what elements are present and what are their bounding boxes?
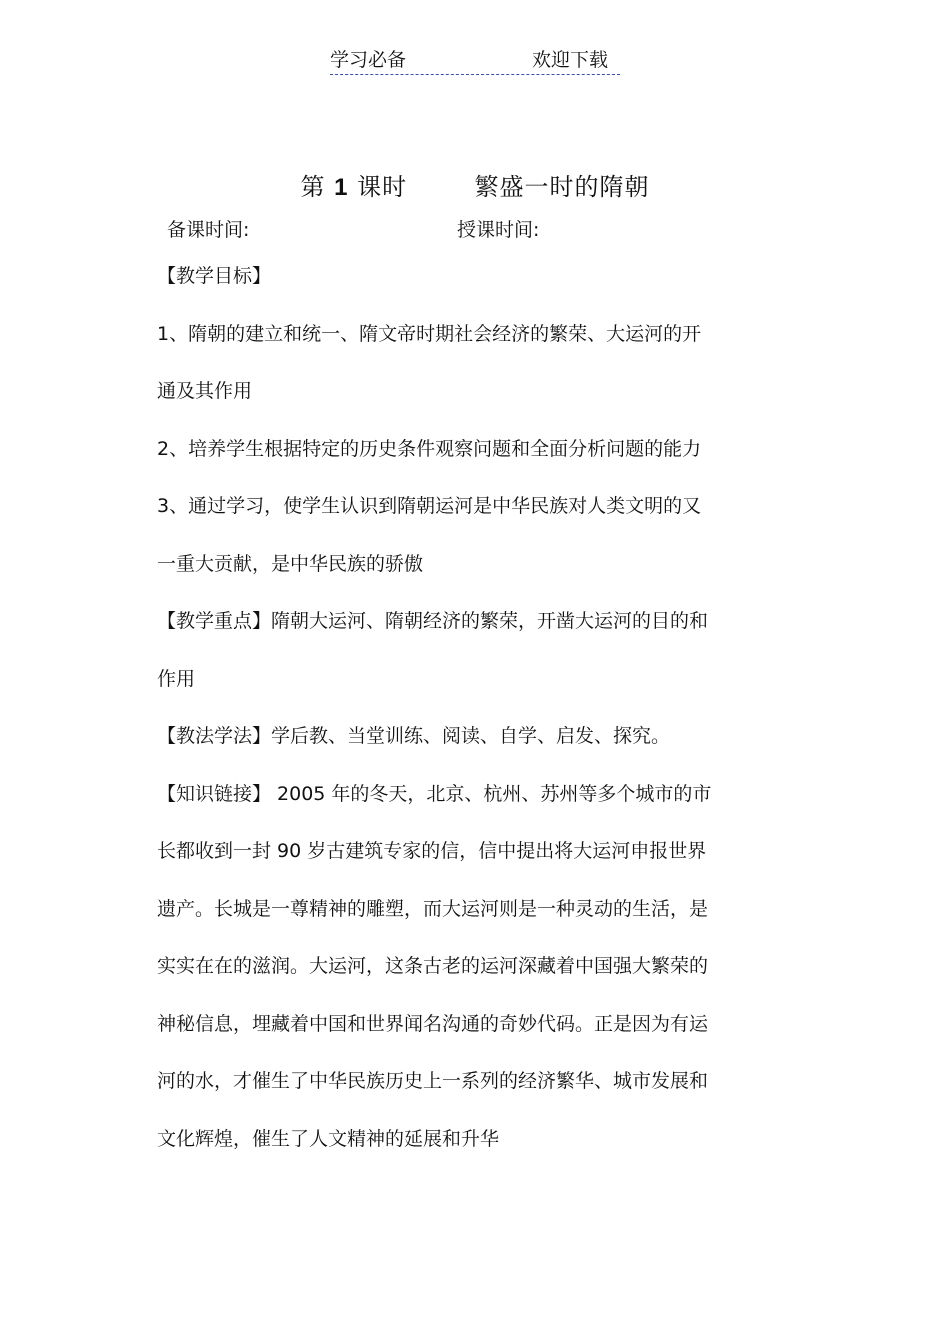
link-line-6: 河的水，才催生了中华民族历史上一系列的经济繁华、城市发展和 xyxy=(157,1070,709,1092)
lesson-title xyxy=(0,170,950,205)
focus-line-1: 【教学重点】隋朝大运河、隋朝经济的繁荣，开凿大运河的目的和 xyxy=(157,610,709,632)
teach-time-label: 授课时间: xyxy=(457,219,540,241)
goal-2: 2、培养学生根据特定的历史条件观察问题和全面分析问题的能力 xyxy=(157,438,702,460)
link-line-5: 神秘信息，埋藏着中国和世界闻名沟通的奇妙代码。正是因为有运 xyxy=(157,1013,709,1035)
goal-1-line-1: 1、隋朝的建立和统一、隋文帝时期社会经济的繁荣、大运河的开 xyxy=(157,323,702,345)
method-line: 【教法学法】学后教、当堂训练、阅读、自学、启发、探究。 xyxy=(157,725,671,747)
title-main: 繁盛一时的隋朝 xyxy=(474,173,650,201)
link-line-7: 文化辉煌，催生了人文精神的延展和升华 xyxy=(157,1128,500,1150)
link-line-1: 【知识链接】 2005 年的冬天，北京、杭州、苏州等多个城市的市 xyxy=(157,783,712,805)
link-line-3: 遗产。长城是一尊精神的雕塑，而大运河则是一种灵动的生活，是 xyxy=(157,898,709,920)
header-left-text: 学习必备 xyxy=(330,49,407,71)
title-prefix: 第 xyxy=(300,173,326,201)
header-right-text: 欢迎下载 xyxy=(532,49,609,71)
goal-heading: 【教学目标】 xyxy=(157,265,272,287)
goal-3-line-2: 一重大贡献，是中华民族的骄傲 xyxy=(157,553,424,575)
focus-line-2: 作用 xyxy=(157,668,196,690)
link-line-4: 实实在在的滋润。大运河，这条古老的运河深藏着中国强大繁荣的 xyxy=(157,955,709,977)
goal-3-line-1: 3、通过学习，使学生认识到隋朝运河是中华民族对人类文明的又 xyxy=(157,495,702,517)
prep-time-label: 备课时间: xyxy=(167,219,250,241)
link-line-2: 长都收到一封 90 岁古建筑专家的信，信中提出将大运河申报世界 xyxy=(157,840,707,862)
page-header xyxy=(330,48,620,75)
goal-1-line-2: 通及其作用 xyxy=(157,380,253,402)
title-number: 1 xyxy=(334,174,349,201)
title-suffix: 课时 xyxy=(357,173,408,201)
